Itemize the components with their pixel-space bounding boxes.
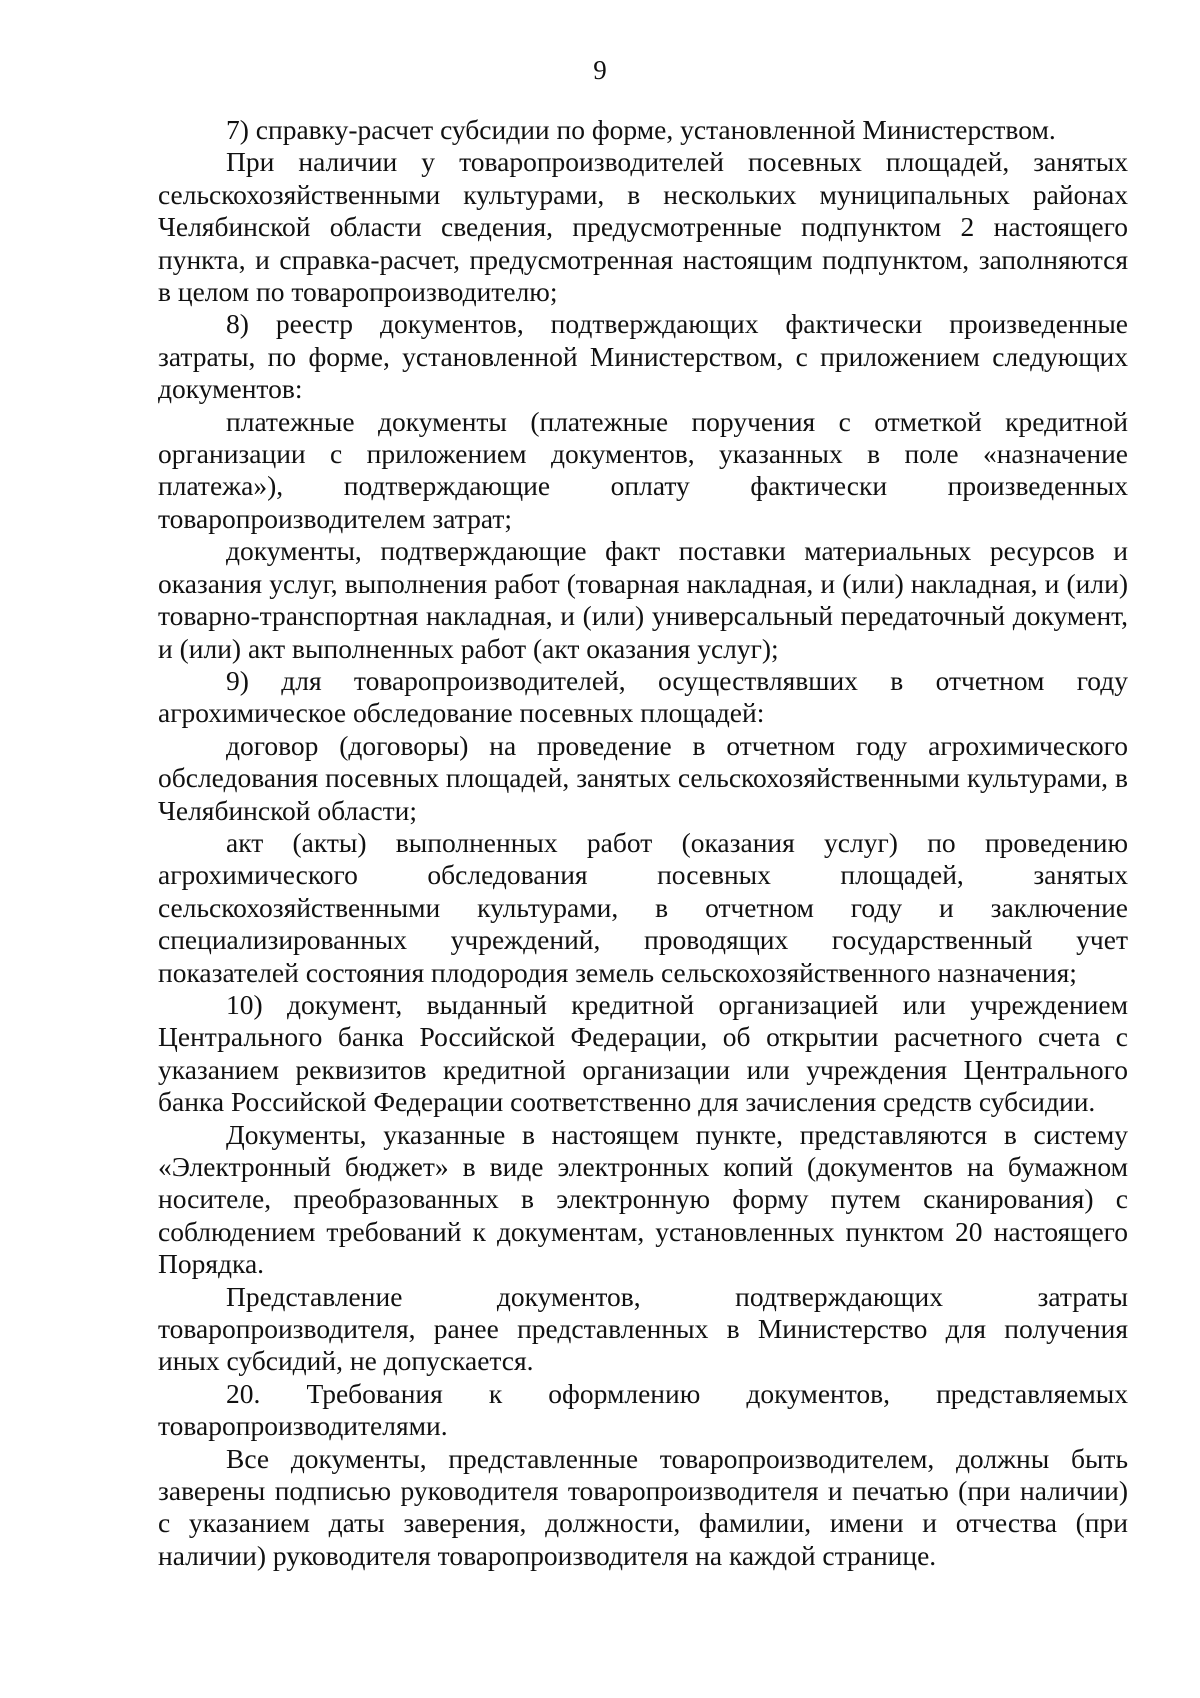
paragraph-no-duplicate-documents: Представление документов, подтверждающих затраты товаропроизводителя, ранее представленных в Министерство для получения иных субсидий, не допускается. xyxy=(158,1280,1128,1377)
paragraph-subitem-7: 7) справку-расчет субсидии по форме, установленной Министерством. xyxy=(226,114,1056,145)
page-number: 9 xyxy=(593,55,607,85)
paragraph-subitem-8: 8) реестр документов, подтверждающих фактически произведенные затраты, по форме, установленной Министерством, с приложением следующих документов: xyxy=(158,308,1128,405)
paragraph-electronic-budget: Документы, указанные в настоящем пункте, представляются в систему «Электронный бюджет» в виде электронных копий (документов на бумажном носителе, преобразованных в электронную форму путем сканирования) с соблюдением требований к документам, установленных пунктом 20 настоящего Порядка. xyxy=(158,1118,1128,1280)
paragraph-payment-documents: платежные документы (платежные поручения с отметкой кредитной организации с приложением документов, указанных в поле «назначение платежа»), подтверждающие оплату фактически произведенных товаропроизводителем затрат; xyxy=(158,405,1128,534)
paragraph-subitem-10: 10) документ, выданный кредитной организацией или учреждением Центрального банка Российской Федерации, об открытии расчетного счета с указанием реквизитов кредитной организации или учреждения Центрального банка Российской Федерации соответственно для зачисления средств субсидии. xyxy=(158,988,1128,1118)
paragraph-work-acts: акт (акты) выполненных работ (оказания услуг) по проведению агрохимического обследования посевных площадей, занятых сельскохозяйственными культурами, в отчетном году и заключение специализированных учреждений, проводящих государственный учет показателей состояния плодородия земель сельскохозяйственного назначения; xyxy=(158,826,1128,988)
paragraph-contract: договор (договоры) на проведение в отчетном году агрохимического обследования посевных площадей, занятых сельскохозяйственными культурами, в Челябинской области; xyxy=(158,729,1128,826)
paragraph-multiple-districts: При наличии у товаропроизводителей посевных площадей, занятых сельскохозяйственными культурами, в нескольких муниципальных районах Челябинской области сведения, предусмотренные подпунктом 2 настоящего пункта, и справка-расчет, предусмотренная настоящим подпунктом, заполняются в целом по товаропроизводителю; xyxy=(158,146,1128,308)
document-body xyxy=(158,114,1128,1572)
paragraph-subitem-9: 9) для товаропроизводителей, осуществлявших в отчетном году агрохимическое обследование посевных площадей: xyxy=(158,664,1128,729)
paragraph-certification: Все документы, представленные товаропроизводителем, должны быть заверены подписью руководителя товаропроизводителя и печатью (при наличии) с указанием даты заверения, должности, фамилии, имени и отчества (при наличии) руководителя товаропроизводителя на каждой странице. xyxy=(158,1442,1128,1571)
paragraph-delivery-documents: документы, подтверждающие факт поставки материальных ресурсов и оказания услуг, выполнения работ (товарная накладная, и (или) накладная, и (или) товарно-транспортная накладная, и (или) универсальный передаточный документ, и (или) акт выполненных работ (акт оказания услуг); xyxy=(158,535,1128,664)
paragraph-item-20: 20. Требования к оформлению документов, представляемых товаропроизводителями. xyxy=(158,1377,1128,1442)
